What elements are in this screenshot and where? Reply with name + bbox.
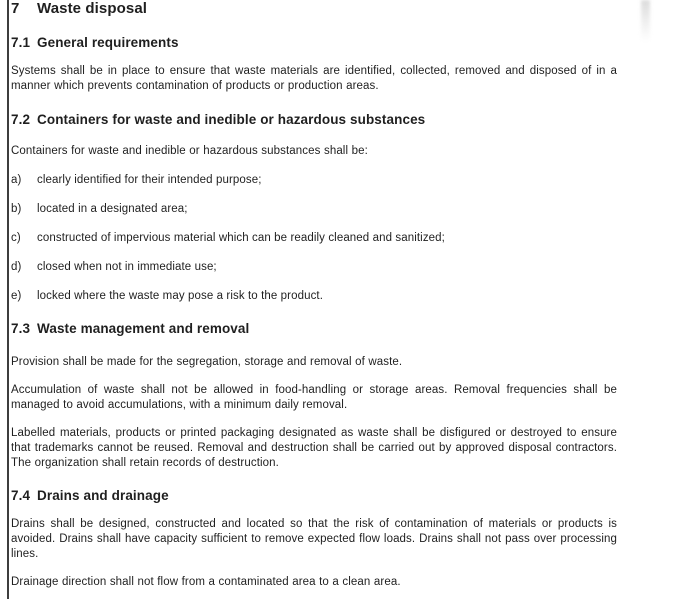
section-title: Waste management and removal <box>37 321 250 336</box>
paragraph-7-2-intro: Containers for waste and inedible or hazardous substances shall be: <box>11 145 368 157</box>
section-number: 7.2 <box>11 112 31 127</box>
section-heading-7-3 <box>11 320 617 337</box>
paragraph-7-3-1: Provision shall be made for the segregation, storage and removal of waste. <box>11 356 403 368</box>
paragraph-7-3-2: Accumulation of waste shall not be allowed in food-handling or storage areas. Removal frequencies shall be managed to avoid accumulations, with a minimum daily removal. <box>11 384 617 411</box>
section-number: 7.3 <box>11 321 31 336</box>
section-heading-7-4 <box>11 487 617 504</box>
list-item-marker: c) <box>11 232 21 244</box>
paragraph-7-4-2: Drainage direction shall not flow from a contaminated area to a clean area. <box>11 576 401 588</box>
list-item-text: closed when not in immediate use; <box>37 261 217 273</box>
list-item-c <box>11 231 617 246</box>
chapter-title: Waste disposal <box>37 0 148 17</box>
list-item-d <box>11 260 617 275</box>
scan-edge-line <box>7 0 9 599</box>
scan-smudge-artifact <box>641 0 650 42</box>
section-number: 7.1 <box>11 35 31 50</box>
list-item-e <box>11 289 617 304</box>
section-title: General requirements <box>37 35 179 50</box>
list-item-marker: a) <box>11 174 22 186</box>
list-item-text: locked where the waste may pose a risk to the product. <box>37 290 324 302</box>
section-heading-7-1 <box>11 34 617 51</box>
list-7-2 <box>11 173 617 304</box>
section-number: 7.4 <box>11 488 31 503</box>
list-item-a <box>11 173 617 188</box>
list-item-b <box>11 202 617 217</box>
list-item-text: constructed of impervious material which can be readily cleaned and sanitized; <box>37 232 445 244</box>
list-item-text: located in a designated area; <box>37 203 188 215</box>
chapter-number: 7 <box>11 0 20 17</box>
list-item-marker: d) <box>11 261 22 273</box>
chapter-heading <box>11 0 617 18</box>
section-heading-7-2 <box>11 111 617 128</box>
paragraph-7-3-3: Labelled materials, products or printed packaging designated as waste shall be disfigured or destroyed to ensure that trademarks cannot be reused. Removal and destruction shall be carried out by approved disposal contractors. The organization shall retain records of destruction. <box>11 427 617 469</box>
section-title: Drains and drainage <box>37 488 169 503</box>
list-item-text: clearly identified for their intended purpose; <box>37 174 262 186</box>
paragraph-7-1-1: Systems shall be in place to ensure that waste materials are identified, collected, removed and disposed of in a manner which prevents contamination of products or production areas. <box>11 65 617 92</box>
page-content <box>11 0 617 590</box>
paragraph-7-4-1: Drains shall be designed, constructed and located so that the risk of contamination of materials or products is avoided. Drains shall have capacity sufficient to remove expected flow loads. Drains shall not pass over processing lines. <box>11 518 617 560</box>
list-item-marker: b) <box>11 203 22 215</box>
section-title: Containers for waste and inedible or hazardous substances <box>37 112 426 127</box>
list-item-marker: e) <box>11 290 22 302</box>
